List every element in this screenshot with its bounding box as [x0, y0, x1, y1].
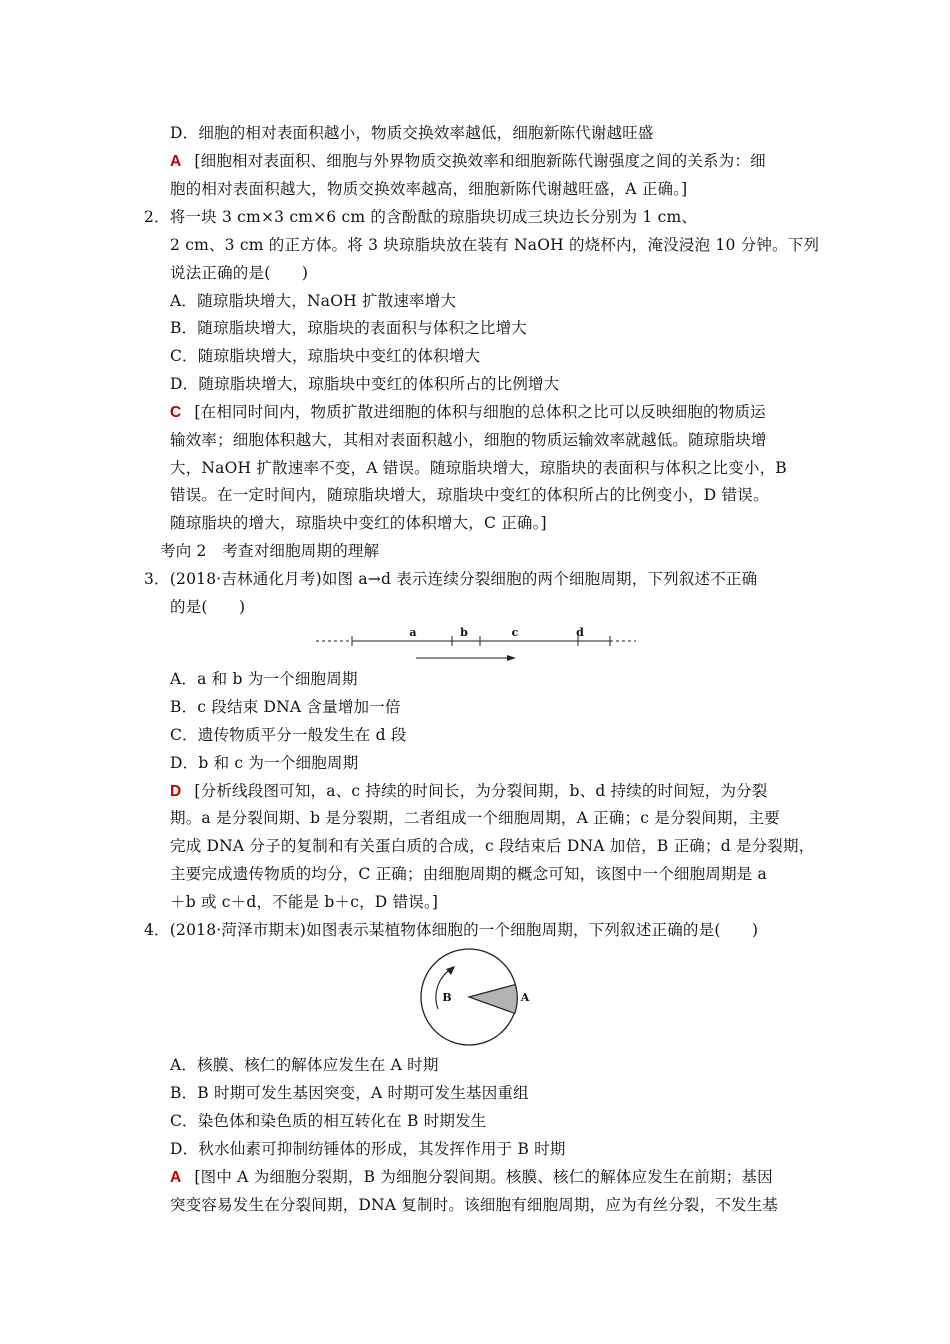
q4-option-c: C．染色体和染色质的相互转化在 B 时期发生	[170, 1112, 487, 1130]
q3-explanation-line-3: 完成 DNA 分子的复制和有关蛋白质的合成，c 段结束后 DNA 加倍，B 正确；d 是分裂期，	[170, 837, 815, 855]
q3-answer: D	[170, 783, 182, 800]
cell-cycle-circle-diagram	[405, 945, 545, 1053]
cell-cycle-line-diagram	[310, 620, 640, 666]
q3-option-d: D．b 和 c 为一个细胞周期	[170, 754, 359, 772]
q2-option-b: B．随琼脂块增大，琼脂块的表面积与体积之比增大	[170, 319, 527, 337]
q4-explanation-line-1: A [图中 A 为细胞分裂期，B 为细胞分裂间期。核膜、核仁的解体应发生在前期；基因	[170, 1168, 773, 1186]
q1-answer: A	[170, 153, 182, 170]
q3-option-a: A．a 和 b 为一个细胞周期	[170, 670, 358, 688]
q3-option-c: C．遗传物质平分一般发生在 d 段	[170, 726, 407, 744]
q3-explanation-line-1: D [分析线段图可知，a、c 持续的时间长，为分裂间期，b、d 持续的时间短，为分裂	[170, 782, 768, 800]
q3-explanation-line-2: 期。a 是分裂间期、b 是分裂期，二者组成一个细胞周期，A 正确；c 是分裂间期，主要	[170, 809, 780, 827]
q1-explanation-line-1: A [细胞相对表面积、细胞与外界物质交换效率和细胞新陈代谢强度之间的关系为：细	[170, 152, 766, 170]
q2-answer: C	[170, 404, 182, 421]
q3-explanation-line-5: ＋b 或 c＋d，不能是 b＋c，D 错误。]	[170, 893, 439, 911]
q2-stem-line-1: 2．将一块 3 cm×3 cm×6 cm 的含酚酞的琼脂块切成三块边长分别为 1 cm、	[144, 208, 698, 226]
q4-stem-line-1: 4．(2018·菏泽市期末)如图表示某植物体细胞的一个细胞周期，下列叙述正确的是( )	[144, 921, 759, 939]
q4-answer: A	[170, 1169, 182, 1186]
q3-stem-line-2: 的是( )	[170, 598, 246, 616]
q3-option-b: B．c 段结束 DNA 含量增加一倍	[170, 698, 401, 716]
q2-stem-line-2: 2 cm、3 cm 的正方体。将 3 块琼脂块放在装有 NaOH 的烧杯内，淹没浸泡 10 分钟。下列	[170, 236, 820, 254]
segment-label-b: b	[460, 626, 468, 639]
q4-option-b: B．B 时期可发生基因突变，A 时期可发生基因重组	[170, 1084, 529, 1102]
arrow-head-icon	[507, 655, 516, 661]
q1-explanation-line-2: 胞的相对表面积越大，物质交换效率越高，细胞新陈代谢越旺盛，A 正确。]	[170, 180, 688, 198]
phase-label-b: B	[442, 991, 452, 1004]
phase-label-a: A	[520, 991, 530, 1004]
q2-explanation-line-3: 大，NaOH 扩散速率不变，A 错误。随琼脂块增大，琼脂块的表面积与体积之比变小，B	[170, 459, 787, 477]
q3-stem-line-1: 3．(2018·吉林通化月考)如图 a→d 表示连续分裂细胞的两个细胞周期，下列叙述不正确	[144, 570, 758, 588]
q4-explanation-line-2: 突变容易发生在分裂间期，DNA 复制时。该细胞有细胞周期，应为有丝分裂，不发生基	[170, 1196, 779, 1214]
q4-option-a: A．核膜、核仁的解体应发生在 A 时期	[170, 1056, 439, 1074]
q3-explanation-line-4: 主要完成遗传物质的均分，C 正确；由细胞周期的概念可知，该图中一个细胞周期是 a	[170, 865, 767, 883]
q2-explanation-line-5: 随琼脂块的增大，琼脂块中变红的体积增大，C 正确。]	[170, 514, 547, 532]
q2-explanation-line-1: C [在相同时间内，物质扩散进细胞的体积与细胞的总体积之比可以反映细胞的物质运	[170, 403, 766, 421]
q4-option-d: D．秋水仙素可抑制纺锤体的形成，其发挥作用于 B 时期	[170, 1140, 566, 1158]
section-heading: 考向 2 考查对细胞周期的理解	[160, 542, 380, 560]
q2-option-d: D．随琼脂块增大，琼脂块中变红的体积所占的比例增大	[170, 375, 560, 393]
q2-explanation-line-2: 输效率；细胞体积越大，其相对表面积越小，细胞的物质运输效率就越低。随琼脂块增	[170, 431, 767, 449]
segment-label-c: c	[511, 626, 519, 639]
segment-label-a: a	[409, 626, 417, 639]
q2-explanation-line-4: 错误。在一定时间内，随琼脂块增大，琼脂块中变红的体积所占的比例变小，D 错误。	[170, 486, 769, 504]
q2-stem-line-3: 说法正确的是( )	[170, 264, 309, 282]
q2-option-c: C．随琼脂块增大，琼脂块中变红的体积增大	[170, 347, 481, 365]
q2-option-a: A．随琼脂块增大，NaOH 扩散速率增大	[170, 292, 457, 310]
segment-label-d: d	[576, 626, 584, 639]
q1-option-d: D．细胞的相对表面积越小，物质交换效率越低，细胞新陈代谢越旺盛	[170, 124, 654, 142]
